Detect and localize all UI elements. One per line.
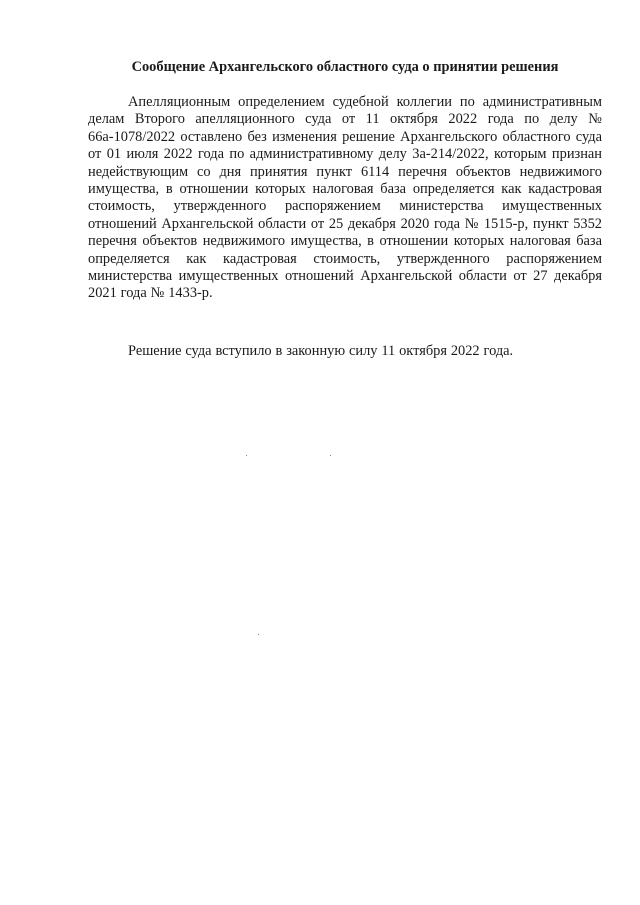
scan-artifact	[330, 455, 331, 456]
scan-artifact	[246, 455, 247, 456]
court-ruling-paragraph: Апелляционным определением судебной коллегии по административным делам Второго апелляционного суда от 11 октября 2022 года по делу № 66а-1078/2022 оставлено без изменения решение Архангельского областного суда от 01 июля 2022 года по административному делу 3а-214/2022, которым признан недействующим со дня принятия пункт 6114 перечня объектов недвижимого имущества, в отношении которых налоговая база определяется как кадастровая стоимость, утвержденного распоряжением министерства имущественных отношений Архангельской области от 25 декабря 2020 года № 1515-р, пункт 5352 перечня объектов недвижимого имущества, в отношении которых налоговая база определяется как кадастровая стоимость, утвержденного распоряжением министерства имущественных отношений Архангельской области от 27 декабря 2021 года № 1433-р.	[88, 94, 602, 302]
document-title: Сообщение Архангельского областного суда о принятии решения	[131, 59, 559, 75]
entry-into-force-paragraph: Решение суда вступило в законную силу 11 октября 2022 года.	[128, 343, 514, 359]
scan-artifact	[258, 634, 259, 635]
